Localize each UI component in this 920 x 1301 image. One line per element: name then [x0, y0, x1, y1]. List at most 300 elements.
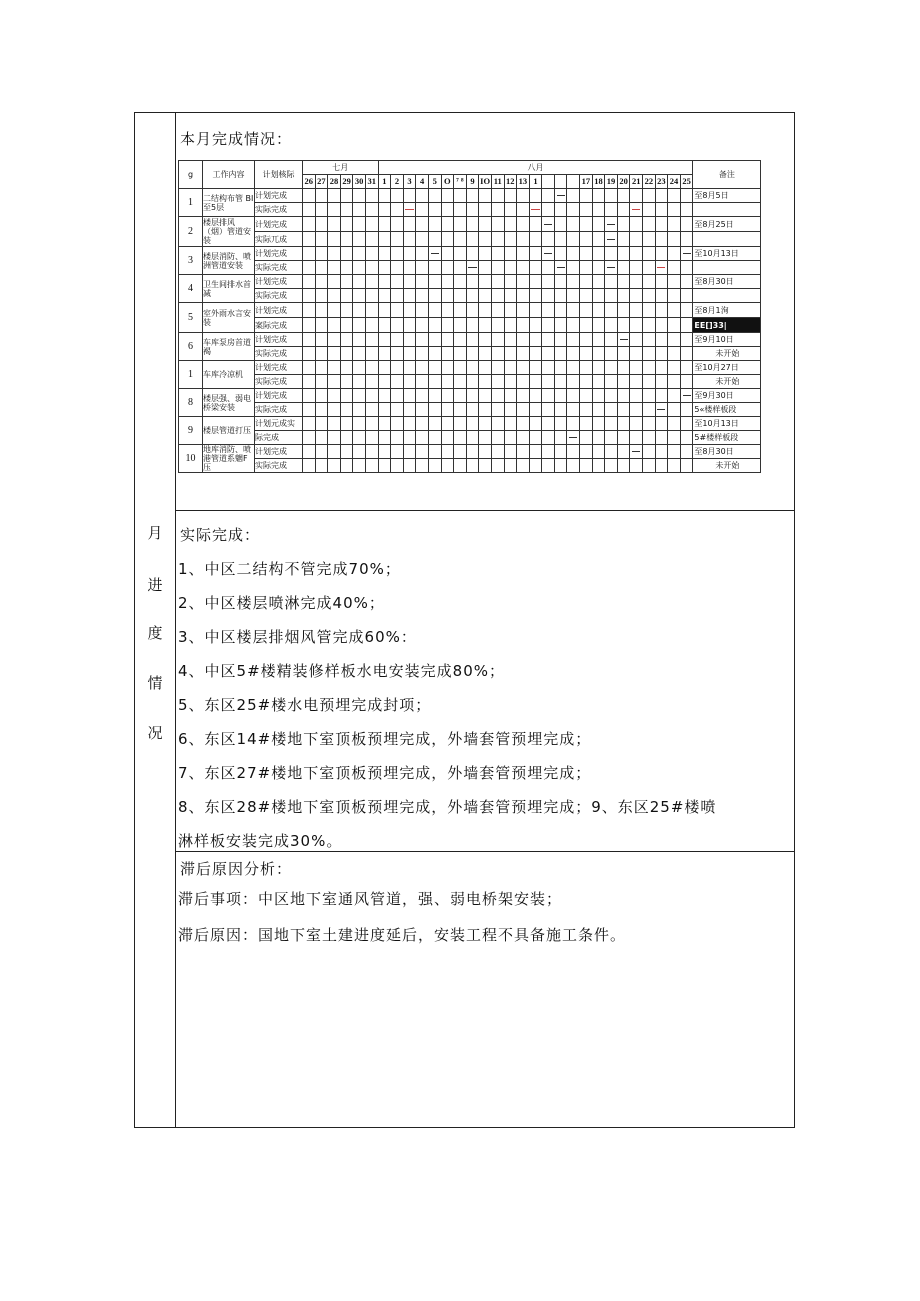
- day-slot: [365, 232, 378, 247]
- day-slot: [391, 375, 404, 389]
- day-slot: [403, 459, 416, 473]
- day-slot: [567, 347, 580, 361]
- day-slot: [391, 389, 404, 403]
- day-slot: [567, 459, 580, 473]
- day-slot: [428, 289, 441, 303]
- day-slot: [668, 347, 681, 361]
- day-slot: [353, 303, 366, 318]
- day-slot: [491, 445, 504, 459]
- day-cell: IO: [479, 175, 492, 189]
- day-slot: [580, 232, 593, 247]
- day-slot: [580, 389, 593, 403]
- day-slot: [605, 318, 618, 333]
- day-slot: [491, 289, 504, 303]
- day-slot: [378, 232, 391, 247]
- day-slot: [542, 318, 555, 333]
- day-slot: [391, 445, 404, 459]
- day-slot: [391, 347, 404, 361]
- day-cell: 17: [580, 175, 593, 189]
- day-slot: [328, 289, 341, 303]
- day-slot: [554, 445, 567, 459]
- day-slot: [567, 232, 580, 247]
- day-slot: [353, 417, 366, 431]
- day-slot: [353, 275, 366, 289]
- day-slot: [630, 459, 643, 473]
- day-slot: [617, 189, 630, 203]
- day-slot: [403, 217, 416, 232]
- day-cell: 29: [340, 175, 353, 189]
- day-slot: [517, 275, 530, 289]
- day-slot: [328, 303, 341, 318]
- day-slot: [630, 403, 643, 417]
- day-slot: [542, 459, 555, 473]
- day-slot: [643, 431, 656, 445]
- day-slot: [303, 318, 316, 333]
- day-slot: [466, 232, 479, 247]
- day-slot: [328, 217, 341, 232]
- day-slot: [680, 389, 693, 403]
- day-slot: [454, 375, 467, 389]
- day-slot: [353, 333, 366, 347]
- row-number: 4: [179, 275, 203, 303]
- day-slot: [454, 459, 467, 473]
- day-slot: [479, 361, 492, 375]
- day-slot: [328, 445, 341, 459]
- day-slot: [567, 203, 580, 217]
- day-slot: [592, 289, 605, 303]
- gantt-row: [179, 232, 761, 247]
- row-actual-label: 实际完成: [255, 261, 303, 275]
- day-slot: [504, 217, 517, 232]
- day-slot: [529, 417, 542, 431]
- side-label-column: [134, 112, 176, 1128]
- gantt-row: [179, 303, 761, 318]
- header-remark: 备注: [693, 161, 761, 189]
- day-slot: [491, 431, 504, 445]
- day-slot: [353, 431, 366, 445]
- day-slot: [630, 318, 643, 333]
- day-slot: [617, 403, 630, 417]
- day-slot: [365, 417, 378, 431]
- row-task: 楼层排风（烟）管道安装: [203, 217, 255, 247]
- day-slot: [517, 217, 530, 232]
- day-slot: [315, 247, 328, 261]
- row-actual-label: 实际完成: [255, 347, 303, 361]
- row-note-plan: 至8月1洵: [693, 303, 761, 318]
- day-slot: [580, 417, 593, 431]
- day-slot: [554, 417, 567, 431]
- row-actual-label: 实际完成: [255, 375, 303, 389]
- day-slot: [303, 275, 316, 289]
- row-number: 1: [179, 189, 203, 217]
- day-slot: [378, 261, 391, 275]
- progress-bar-mark: [657, 409, 665, 410]
- day-slot: [504, 389, 517, 403]
- day-slot: [391, 303, 404, 318]
- day-slot: [416, 333, 429, 347]
- day-slot: [403, 275, 416, 289]
- day-slot: [416, 347, 429, 361]
- gantt-row: [179, 417, 761, 431]
- day-slot: [391, 217, 404, 232]
- section-divider: [176, 510, 795, 511]
- day-slot: [441, 431, 454, 445]
- day-slot: [554, 217, 567, 232]
- day-slot: [365, 361, 378, 375]
- day-slot: [340, 203, 353, 217]
- day-slot: [668, 289, 681, 303]
- row-actual-label: 实际完成: [255, 459, 303, 473]
- day-slot: [491, 189, 504, 203]
- day-slot: [340, 303, 353, 318]
- progress-bar-mark: [683, 253, 691, 254]
- day-slot: [340, 459, 353, 473]
- day-cell: O: [441, 175, 454, 189]
- day-slot: [680, 375, 693, 389]
- day-cell: 24: [668, 175, 681, 189]
- row-task: 地库消防、喷港管道系魍F压: [203, 445, 255, 473]
- day-slot: [365, 247, 378, 261]
- day-slot: [517, 261, 530, 275]
- day-slot: [554, 431, 567, 445]
- day-slot: [630, 347, 643, 361]
- day-slot: [441, 275, 454, 289]
- day-slot: [605, 289, 618, 303]
- day-slot: [630, 417, 643, 431]
- day-cell: 13: [517, 175, 530, 189]
- day-slot: [365, 318, 378, 333]
- row-plan-label: 计划元成实: [255, 417, 303, 431]
- progress-bar-mark: [632, 451, 640, 452]
- day-slot: [605, 459, 618, 473]
- section-divider: [176, 851, 795, 852]
- day-slot: [643, 247, 656, 261]
- day-slot: [617, 247, 630, 261]
- day-slot: [605, 375, 618, 389]
- day-slot: [580, 217, 593, 232]
- day-slot: [378, 431, 391, 445]
- actual-complete-line: 3、中区楼层排烟风管完成60%：: [178, 628, 417, 646]
- day-cell: 2: [391, 175, 404, 189]
- day-slot: [378, 203, 391, 217]
- day-slot: [403, 318, 416, 333]
- day-slot: [441, 445, 454, 459]
- day-slot: [353, 389, 366, 403]
- day-slot: [303, 361, 316, 375]
- day-slot: [643, 459, 656, 473]
- actual-complete-line: 淋样板安装完成30%。: [178, 832, 343, 850]
- day-slot: [479, 289, 492, 303]
- day-slot: [655, 303, 668, 318]
- gantt-row: [179, 261, 761, 275]
- day-slot: [479, 232, 492, 247]
- day-slot: [466, 303, 479, 318]
- day-slot: [441, 375, 454, 389]
- day-slot: [617, 318, 630, 333]
- row-number: 10: [179, 445, 203, 473]
- day-slot: [529, 318, 542, 333]
- day-cell: [554, 175, 567, 189]
- day-slot: [315, 289, 328, 303]
- day-slot: [630, 203, 643, 217]
- day-slot: [542, 189, 555, 203]
- row-plan-label: 计划完成: [255, 389, 303, 403]
- day-slot: [542, 417, 555, 431]
- day-slot: [491, 203, 504, 217]
- day-slot: [428, 217, 441, 232]
- row-task: 楼层消防、喷洲管道安装: [203, 247, 255, 275]
- day-slot: [328, 459, 341, 473]
- day-slot: [680, 403, 693, 417]
- day-slot: [655, 247, 668, 261]
- day-slot: [517, 403, 530, 417]
- day-slot: [680, 445, 693, 459]
- day-slot: [617, 261, 630, 275]
- day-slot: [391, 275, 404, 289]
- day-slot: [630, 217, 643, 232]
- actual-complete-line: 5、东区25#楼水电预埋完成封项；: [178, 696, 432, 714]
- day-slot: [605, 217, 618, 232]
- day-slot: [554, 403, 567, 417]
- day-slot: [580, 375, 593, 389]
- row-plan-label: 计划完成: [255, 333, 303, 347]
- day-slot: [517, 459, 530, 473]
- gantt-row: [179, 445, 761, 459]
- day-slot: [542, 303, 555, 318]
- side-label-char: 情: [147, 674, 163, 692]
- day-slot: [428, 347, 441, 361]
- day-slot: [466, 361, 479, 375]
- day-slot: [428, 303, 441, 318]
- day-slot: [504, 403, 517, 417]
- day-slot: [303, 189, 316, 203]
- day-slot: [340, 403, 353, 417]
- day-slot: [454, 232, 467, 247]
- day-slot: [680, 459, 693, 473]
- day-slot: [567, 375, 580, 389]
- day-slot: [365, 217, 378, 232]
- day-slot: [315, 347, 328, 361]
- day-slot: [643, 275, 656, 289]
- day-slot: [580, 347, 593, 361]
- day-slot: [479, 389, 492, 403]
- day-slot: [605, 361, 618, 375]
- day-slot: [303, 375, 316, 389]
- progress-bar-mark: [683, 395, 691, 396]
- day-slot: [554, 459, 567, 473]
- day-slot: [580, 431, 593, 445]
- day-slot: [454, 333, 467, 347]
- day-slot: [303, 389, 316, 403]
- day-slot: [403, 347, 416, 361]
- day-slot: [365, 403, 378, 417]
- day-slot: [554, 318, 567, 333]
- row-actual-label: 实际兀成: [255, 232, 303, 247]
- day-slot: [491, 417, 504, 431]
- day-slot: [567, 431, 580, 445]
- day-slot: [680, 261, 693, 275]
- row-plan-label: 计划完成: [255, 361, 303, 375]
- side-label-char: 度: [147, 624, 163, 642]
- day-slot: [517, 318, 530, 333]
- progress-bar-mark: [607, 239, 615, 240]
- day-slot: [542, 403, 555, 417]
- row-note-plan: 至8月25日: [693, 217, 761, 232]
- day-slot: [403, 247, 416, 261]
- day-slot: [630, 375, 643, 389]
- day-slot: [592, 361, 605, 375]
- day-slot: [315, 445, 328, 459]
- day-slot: [303, 403, 316, 417]
- day-slot: [315, 375, 328, 389]
- day-slot: [365, 375, 378, 389]
- day-slot: [479, 261, 492, 275]
- day-slot: [668, 403, 681, 417]
- day-slot: [491, 318, 504, 333]
- day-slot: [378, 217, 391, 232]
- day-slot: [617, 459, 630, 473]
- day-slot: [479, 417, 492, 431]
- day-slot: [592, 459, 605, 473]
- day-slot: [328, 203, 341, 217]
- day-slot: [466, 189, 479, 203]
- day-slot: [428, 375, 441, 389]
- progress-bar-mark: [468, 267, 476, 268]
- day-slot: [454, 261, 467, 275]
- day-slot: [567, 333, 580, 347]
- day-slot: [479, 318, 492, 333]
- day-slot: [416, 303, 429, 318]
- day-slot: [668, 203, 681, 217]
- day-slot: [391, 318, 404, 333]
- day-slot: [315, 361, 328, 375]
- day-slot: [403, 333, 416, 347]
- day-slot: [441, 203, 454, 217]
- gantt-row: [179, 289, 761, 303]
- day-slot: [340, 347, 353, 361]
- day-slot: [668, 389, 681, 403]
- day-slot: [315, 261, 328, 275]
- day-slot: [529, 203, 542, 217]
- day-slot: [529, 389, 542, 403]
- day-slot: [592, 445, 605, 459]
- day-slot: [580, 275, 593, 289]
- day-slot: [378, 189, 391, 203]
- row-actual-label: 实际完成: [255, 203, 303, 217]
- day-slot: [605, 261, 618, 275]
- day-slot: [517, 375, 530, 389]
- row-note-plan: 至10月27日: [693, 361, 761, 375]
- day-slot: [529, 375, 542, 389]
- day-slot: [529, 445, 542, 459]
- day-slot: [315, 189, 328, 203]
- day-slot: [479, 375, 492, 389]
- day-slot: [315, 417, 328, 431]
- row-task: 车库泵房首道褐: [203, 333, 255, 361]
- day-slot: [517, 289, 530, 303]
- day-slot: [680, 361, 693, 375]
- day-slot: [567, 247, 580, 261]
- day-slot: [391, 417, 404, 431]
- day-slot: [454, 303, 467, 318]
- day-slot: [353, 318, 366, 333]
- day-slot: [428, 417, 441, 431]
- day-slot: [668, 318, 681, 333]
- row-number: 1: [179, 361, 203, 389]
- day-slot: [668, 232, 681, 247]
- day-cell: 22: [643, 175, 656, 189]
- day-slot: [491, 261, 504, 275]
- day-slot: [617, 303, 630, 318]
- day-slot: [630, 247, 643, 261]
- day-slot: [428, 431, 441, 445]
- day-slot: [630, 232, 643, 247]
- day-slot: [479, 459, 492, 473]
- day-slot: [479, 189, 492, 203]
- day-slot: [655, 289, 668, 303]
- day-slot: [567, 289, 580, 303]
- day-slot: [617, 217, 630, 232]
- day-slot: [303, 445, 316, 459]
- day-slot: [529, 247, 542, 261]
- row-actual-label: 际完成: [255, 431, 303, 445]
- day-slot: [315, 333, 328, 347]
- day-slot: [643, 403, 656, 417]
- day-slot: [643, 333, 656, 347]
- day-slot: [340, 289, 353, 303]
- day-slot: [378, 247, 391, 261]
- day-slot: [365, 275, 378, 289]
- day-slot: [340, 217, 353, 232]
- row-number: 2: [179, 217, 203, 247]
- row-number: 5: [179, 303, 203, 333]
- day-slot: [365, 203, 378, 217]
- progress-bar-mark: [657, 267, 665, 268]
- row-note-actual: 5«楼样板段: [693, 403, 761, 417]
- day-slot: [466, 403, 479, 417]
- progress-bar-mark: [405, 209, 413, 210]
- day-slot: [554, 333, 567, 347]
- gantt-row: [179, 403, 761, 417]
- day-slot: [668, 217, 681, 232]
- day-slot: [567, 318, 580, 333]
- day-slot: [592, 232, 605, 247]
- day-cell: 21: [630, 175, 643, 189]
- day-slot: [479, 403, 492, 417]
- day-slot: [517, 189, 530, 203]
- day-slot: [680, 347, 693, 361]
- day-slot: [680, 232, 693, 247]
- day-slot: [567, 361, 580, 375]
- day-slot: [365, 189, 378, 203]
- gantt-row: [179, 217, 761, 232]
- day-slot: [403, 189, 416, 203]
- day-slot: [491, 459, 504, 473]
- day-slot: [391, 431, 404, 445]
- row-plan-label: 计划完成: [255, 189, 303, 203]
- day-slot: [630, 289, 643, 303]
- day-slot: [554, 232, 567, 247]
- day-slot: [680, 333, 693, 347]
- row-task: 室外雨水言安装: [203, 303, 255, 333]
- day-slot: [655, 431, 668, 445]
- day-slot: [542, 333, 555, 347]
- day-slot: [617, 389, 630, 403]
- day-slot: [504, 203, 517, 217]
- day-cell: 11: [491, 175, 504, 189]
- day-slot: [466, 289, 479, 303]
- day-slot: [315, 275, 328, 289]
